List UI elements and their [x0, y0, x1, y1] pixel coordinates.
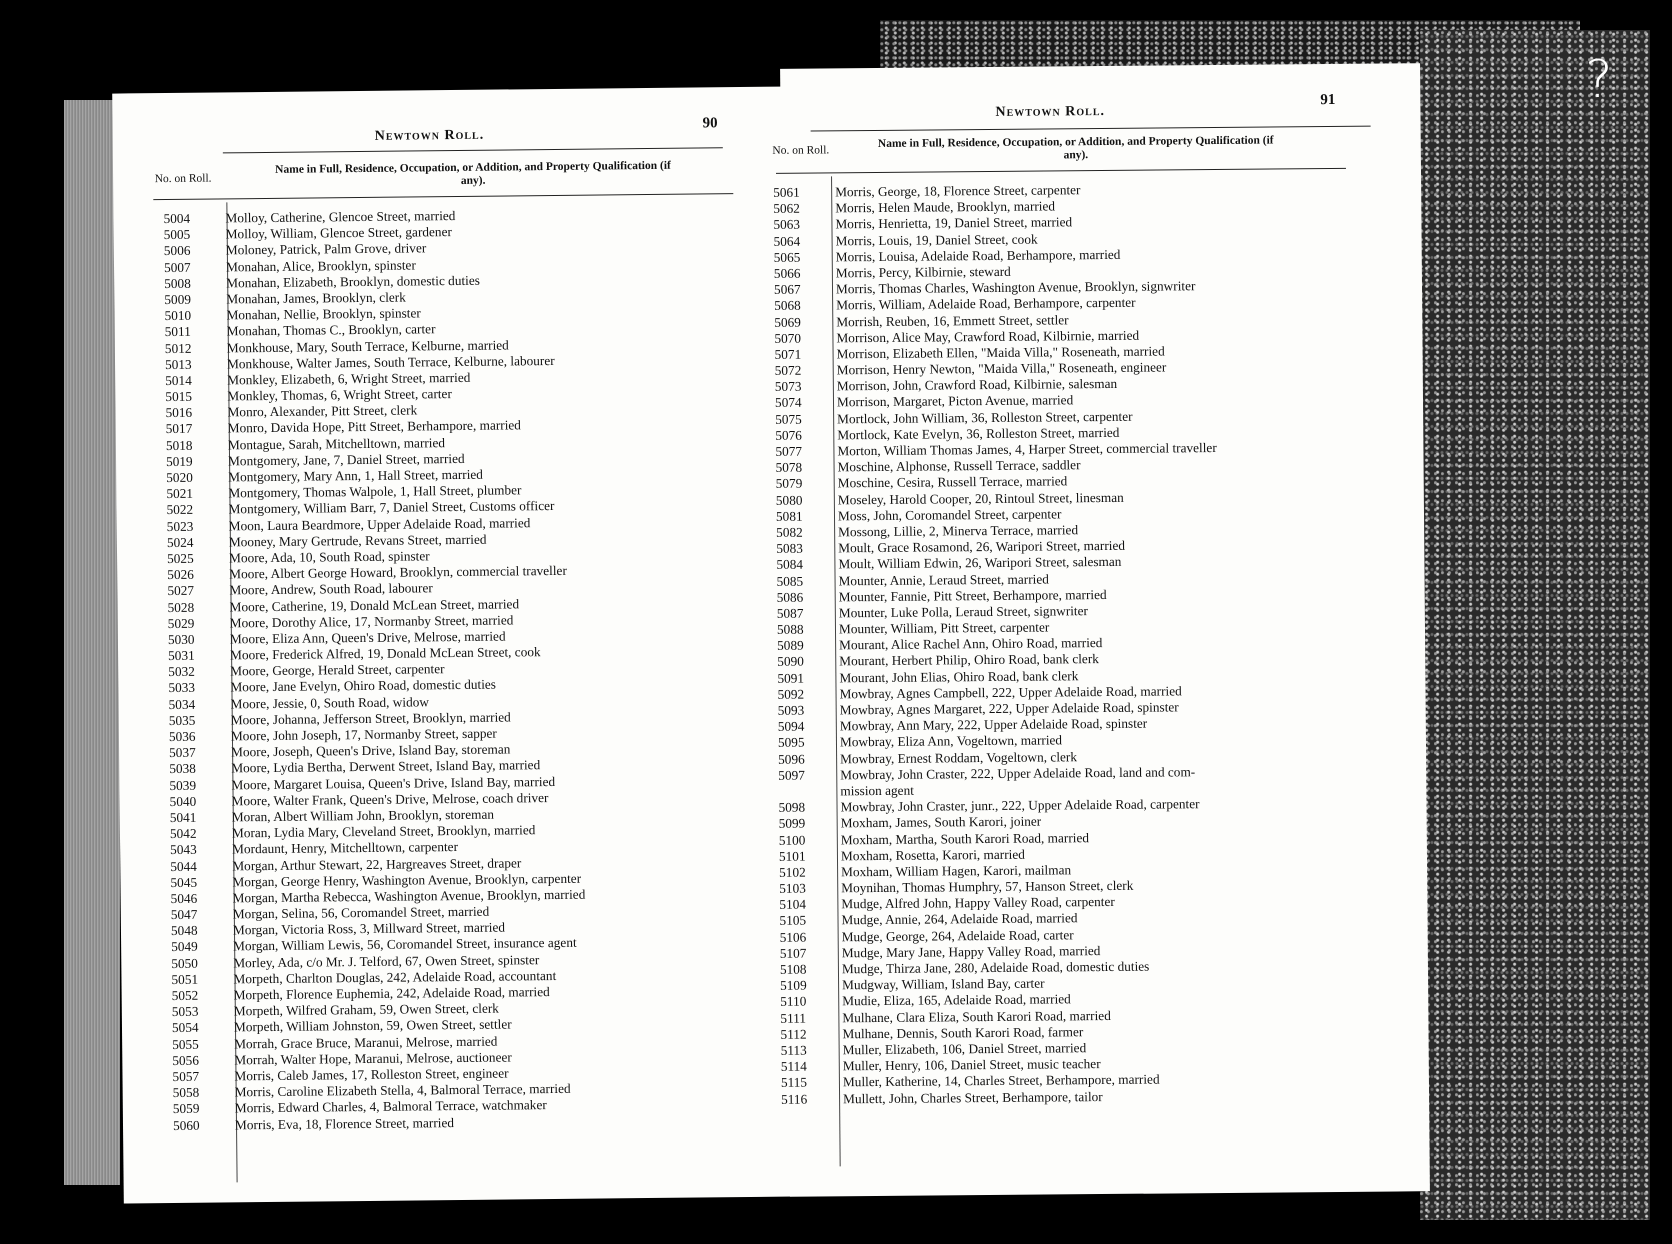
roll-number: 5032	[168, 664, 195, 680]
elector-details: Moore, Johanna, Jefferson Street, Brooklyn, married	[230, 709, 511, 728]
elector-details: Moon, Laura Beardmore, Upper Adelaide Road, married	[228, 514, 531, 533]
elector-details: Mudgway, William, Island Bay, carter	[842, 975, 1045, 993]
elector-details: Moore, Jessie, 0, South Road, widow	[230, 693, 430, 712]
elector-details: Morpeth, William Johnston, 59, Owen Street, settler	[233, 1016, 512, 1035]
roll-number: 5108	[779, 961, 807, 977]
roll-number: 5096	[778, 751, 805, 767]
elector-details: Monkhouse, Mary, South Terrace, Kelburne, married	[226, 336, 509, 355]
elector-details: Mudge, George, 264, Adelaide Road, carter	[841, 926, 1074, 944]
roll-number: 5089	[777, 637, 804, 654]
elector-details: Morpeth, Wilfred Graham, 59, Owen Street, clerk	[233, 1000, 499, 1019]
roll-number: 5027	[167, 583, 195, 599]
roll-number: 5075	[775, 411, 802, 427]
roll-number: 5067	[773, 281, 801, 298]
elector-details: Monahan, Elizabeth, Brooklyn, domestic duties	[226, 272, 480, 291]
roll-number: 5009	[164, 291, 192, 307]
roll-number: 5115	[780, 1074, 808, 1091]
elector-details: Mowbray, Ann Mary, 222, Upper Adelaide Road, spinster	[839, 715, 1148, 734]
elector-details: Moore, Jane Evelyn, Ohiro Road, domestic duties	[230, 677, 497, 695]
roll-number: 5007	[163, 259, 191, 275]
elector-details: Mortlock, John William, 36, Rolleston Street, carpenter	[837, 408, 1133, 426]
roll-number: 5008	[164, 275, 191, 291]
elector-details: Moore, Frederick Alfred, 19, Donald McLean Street, cook	[230, 644, 541, 663]
elector-details: Molloy, Catherine, Glencoe Street, married	[225, 208, 456, 226]
elector-details: Mounter, Luke Polla, Leraud Street, signwriter	[838, 603, 1088, 621]
elector-details: Monkley, Elizabeth, 6, Wright Street, married	[227, 369, 471, 388]
elector-details: Moore, Andrew, South Road, labourer	[229, 580, 433, 598]
roll-number: 5037	[169, 744, 196, 761]
elector-details: Morris, Louisa, Adelaide Road, Berhampore, married	[835, 246, 1121, 265]
left-col-name-header: Name in Full, Residence, Occupation, or Addition, and Property Qualification (if any).	[275, 159, 671, 187]
elector-details: Moore, Lydia Bertha, Derwent Street, Island Bay, married	[231, 757, 541, 776]
left-entries-list	[163, 205, 773, 1134]
roll-number: 5073	[774, 378, 802, 395]
elector-details: Morris, George, 18, Florence Street, carpenter	[835, 182, 1081, 200]
elector-details: Morley, Ada, c/o Mr. J. Telford, 67, Owen Street, spinster	[233, 951, 540, 970]
elector-details: Moore, George, Herald Street, carpenter	[230, 661, 445, 679]
right-entries-list	[773, 179, 1401, 1107]
roll-number: 5050	[171, 955, 198, 971]
elector-details: Moxham, Martha, South Karori Road, married	[840, 829, 1090, 847]
roll-number: 5020	[166, 469, 193, 486]
elector-details: Moore, Eliza Ann, Queen's Drive, Melrose, married	[229, 628, 506, 647]
roll-number: 5038	[169, 761, 196, 777]
roll-number: 5043	[170, 842, 197, 858]
elector-details: Morgan, Martha Rebecca, Washington Avenue, Brooklyn, married	[232, 886, 586, 906]
elector-details: Mounter, William, Pitt Street, carpenter	[838, 619, 1050, 637]
roll-number: 5026	[167, 566, 194, 583]
elector-details: Moloney, Patrick, Palm Grove, driver	[225, 240, 427, 258]
roll-number: 5112	[780, 1026, 807, 1042]
elector-details: Mounter, Fannie, Pitt Street, Berhampore, married	[838, 586, 1107, 605]
elector-details: Morrison, John, Crawford Road, Kilbirnie, salesman	[836, 376, 1118, 394]
elector-details: Moseley, Harold Cooper, 20, Rintoul Street, linesman	[837, 489, 1124, 507]
elector-details: Morgan, Selina, 56, Coromandel Street, married	[232, 903, 490, 922]
roll-number: 5021	[166, 485, 194, 502]
roll-number: 5105	[779, 913, 807, 929]
elector-details: Mowbray, Agnes Campbell, 222, Upper Adelaide Road, married	[839, 683, 1182, 702]
elector-details: Morrison, Margaret, Picton Avenue, married	[836, 392, 1074, 410]
roll-number: 5025	[166, 550, 194, 566]
elector-details: Morrish, Reuben, 16, Emmett Street, settler	[836, 311, 1069, 329]
roll-number: 5012	[164, 340, 192, 356]
roll-number: 5099	[778, 815, 806, 832]
roll-number: 5017	[165, 421, 193, 437]
roll-number: 5088	[776, 621, 804, 637]
elector-details: Morris, Percy, Kilbirnie, steward	[835, 263, 1011, 281]
roll-number: 5051	[171, 971, 199, 987]
roll-number: 5082	[776, 524, 803, 540]
elector-details: Mourant, Alice Rachel Ann, Ohiro Road, married	[839, 635, 1103, 653]
elector-details: Morris, Helen Maude, Brooklyn, married	[835, 198, 1056, 216]
roll-number: 5045	[170, 874, 198, 890]
elector-details: Mullett, John, Charles Street, Berhampore, tailor	[843, 1088, 1103, 1106]
roll-number: 5098	[778, 799, 806, 815]
roll-number: 5095	[777, 735, 805, 751]
roll-number: 5054	[171, 1020, 199, 1036]
roll-number: 5056	[172, 1052, 200, 1068]
roll-number: 5014	[165, 372, 192, 388]
elector-details: Molloy, William, Glencoe Street, gardener	[225, 224, 452, 242]
elector-details: Mudge, Alfred John, Happy Valley Road, carpenter	[841, 894, 1115, 912]
elector-details: Morrison, Henry Newton, "Maida Villa," Roseneath, engineer	[836, 359, 1167, 378]
roll-number: 5069	[774, 314, 801, 330]
elector-details: Morpeth, Charlton Douglas, 242, Adelaide Road, accountant	[233, 967, 557, 987]
roll-number: 5013	[164, 356, 192, 372]
roll-number: 5033	[168, 680, 196, 696]
elector-details: Morrah, Grace Bruce, Maranui, Melrose, married	[234, 1033, 498, 1051]
roll-number: 5087	[776, 605, 804, 621]
roll-number: 5063	[773, 217, 801, 233]
roll-number: 5028	[167, 599, 195, 615]
elector-details: Morgan, Arthur Stewart, 22, Hargreaves Street, draper	[232, 854, 522, 873]
elector-details: Morgan, Victoria Ross, 3, Millward Street, married	[232, 919, 506, 938]
left-running-head: Newtown Roll.	[374, 127, 485, 144]
roll-number: 5084	[776, 556, 804, 573]
elector-details: Morgan, William Lewis, 56, Coromandel Street, insurance agent	[233, 935, 577, 954]
roll-number: 5086	[776, 589, 804, 605]
elector-details: Moore, John Joseph, 17, Normanby Street, sapper	[230, 725, 497, 744]
roll-number: 5090	[777, 654, 804, 670]
roll-number: 5068	[774, 297, 801, 314]
elector-details: Morris, Eva, 18, Florence Street, married	[234, 1114, 455, 1132]
roll-number: 5010	[164, 307, 192, 324]
roll-number: 5083	[776, 540, 803, 556]
roll-number: 5047	[170, 906, 198, 923]
roll-number: 5030	[167, 631, 195, 647]
roll-number: 5097	[778, 767, 805, 783]
roll-number: 5081	[775, 508, 803, 524]
elector-details: Morris, Louis, 19, Daniel Street, cook	[835, 231, 1038, 248]
roll-number: 5103	[779, 880, 806, 896]
right-header-rule-top	[811, 126, 1371, 132]
right-page	[772, 63, 1430, 1197]
right-col-name-header: Name in Full, Residence, Occupation, or Addition, and Property Qualification (if any).	[877, 134, 1274, 162]
right-running-head: Newtown Roll.	[995, 103, 1106, 120]
roll-number: 5005	[163, 226, 191, 243]
roll-number	[778, 783, 840, 800]
roll-number: 5052	[171, 987, 199, 1004]
roll-number: 5102	[779, 864, 806, 880]
elector-details: Moran, Lydia Mary, Cleveland Street, Brooklyn, married	[231, 822, 536, 841]
elector-details: Morris, Thomas Charles, Washington Avenue, Brooklyn, signwriter	[835, 278, 1196, 297]
elector-details: Moore, Albert George Howard, Brooklyn, commercial traveller	[229, 562, 567, 582]
elector-details: Mudge, Thirza Jane, 280, Adelaide Road, domestic duties	[841, 958, 1150, 977]
elector-details: Mordaunt, Henry, Mitchelltown, carpenter	[232, 839, 459, 857]
scan-noise-right	[1420, 30, 1650, 1220]
roll-number: 5031	[168, 647, 195, 664]
roll-number: 5053	[171, 1003, 199, 1020]
roll-number: 5071	[774, 346, 802, 362]
elector-details: Moschine, Cesira, Russell Terrace, married	[837, 473, 1068, 491]
roll-number: 5016	[165, 405, 193, 421]
left-page-number: 90	[702, 115, 718, 132]
elector-details: mission agent	[840, 782, 914, 799]
elector-details: Moore, Walter Frank, Queen's Drive, Melrose, coach driver	[231, 789, 549, 809]
elector-details: Muller, Henry, 106, Daniel Street, music teacher	[842, 1056, 1101, 1074]
elector-details: Morrison, Elizabeth Ellen, "Maida Villa," Roseneath, married	[836, 343, 1165, 362]
roll-number: 5006	[163, 243, 191, 259]
roll-number: 5023	[166, 518, 194, 534]
elector-details: Mortlock, Kate Evelyn, 36, Rolleston Street, married	[837, 424, 1120, 443]
left-header-rule-top	[223, 147, 723, 153]
roll-number: 5004	[163, 210, 191, 227]
roll-number: 5035	[168, 712, 196, 728]
roll-number: 5042	[169, 825, 197, 842]
roll-number: 5092	[777, 686, 805, 702]
margin-question-mark: ?	[1585, 50, 1613, 110]
roll-number: 5041	[169, 809, 197, 825]
roll-number: 5062	[773, 200, 800, 217]
roll-number: 5101	[778, 848, 806, 864]
elector-details: Monahan, Thomas C., Brooklyn, carter	[226, 321, 436, 339]
elector-details: Mulhane, Dennis, South Karori Road, farmer	[842, 1023, 1084, 1042]
elector-details: Mudge, Annie, 264, Adelaide Road, married	[841, 910, 1078, 928]
roll-number: 5065	[773, 249, 801, 265]
roll-number: 5074	[774, 395, 802, 411]
roll-number: 5049	[171, 939, 198, 955]
right-col-no-header: No. on Roll.	[772, 144, 830, 157]
elector-details: Morris, Caroline Elizabeth Stella, 4, Balmoral Terrace, married	[234, 1080, 571, 1100]
elector-details: Monro, Alexander, Pitt Street, clerk	[227, 402, 418, 420]
elector-details: Muller, Katherine, 14, Charles Street, Berhampore, married	[842, 1071, 1160, 1090]
roll-number: 5076	[775, 427, 802, 443]
elector-details: Moore, Margaret Louisa, Queen's Drive, Island Bay, married	[231, 773, 556, 792]
roll-number: 5029	[167, 615, 195, 631]
elector-details: Mourant, John Elias, Ohiro Road, bank clerk	[839, 667, 1079, 685]
roll-number: 5046	[170, 890, 198, 906]
left-page	[112, 86, 804, 1203]
roll-number: 5100	[778, 832, 806, 848]
elector-details: Monkley, Thomas, 6, Wright Street, carter	[227, 386, 452, 404]
roll-number: 5113	[780, 1042, 807, 1058]
roll-number: 5114	[780, 1058, 807, 1074]
roll-number: 5093	[777, 702, 805, 718]
roll-number: 5077	[775, 443, 803, 459]
roll-number: 5015	[165, 388, 193, 405]
roll-number: 5066	[773, 265, 801, 281]
elector-details: Monro, Davida Hope, Pitt Street, Berhampore, married	[227, 417, 521, 436]
roll-number: 5040	[169, 793, 197, 809]
roll-number: 5079	[775, 476, 803, 492]
roll-number: 5110	[780, 993, 807, 1010]
roll-number: 5039	[169, 777, 197, 793]
elector-details: Morton, William Thomas James, 4, Harper Street, commercial traveller	[837, 440, 1217, 459]
roll-number: 5057	[172, 1068, 200, 1084]
roll-number: 5059	[172, 1101, 200, 1117]
elector-details: Mooney, Mary Gertrude, Revans Street, married	[228, 531, 487, 550]
roll-number: 5078	[775, 459, 803, 476]
elector-details: Morris, Edward Charles, 4, Balmoral Terrace, watchmaker	[234, 1097, 547, 1116]
elector-details: Moult, Grace Rosamond, 26, Waripori Street, married	[838, 537, 1126, 556]
roll-number: 5111	[780, 1010, 807, 1026]
left-col-no-header: No. on Roll.	[154, 172, 212, 186]
elector-details: Moynihan, Thomas Humphry, 57, Hanson Street, clerk	[841, 877, 1134, 896]
elector-details: Moore, Joseph, Queen's Drive, Island Bay, storeman	[231, 741, 511, 760]
elector-details: Moore, Dorothy Alice, 17, Normanby Street, married	[229, 612, 514, 631]
elector-details: Montgomery, Jane, 7, Daniel Street, married	[227, 450, 465, 469]
roll-number: 5080	[775, 492, 803, 508]
roll-number: 5104	[779, 896, 807, 913]
roll-number: 5085	[776, 573, 804, 589]
elector-details: Mowbray, Agnes Margaret, 222, Upper Adelaide Road, spinster	[839, 699, 1179, 718]
elector-details: Moxham, Rosetta, Karori, married	[840, 846, 1025, 863]
elector-details: Morpeth, Florence Euphemia, 242, Adelaide Road, married	[233, 984, 550, 1003]
elector-details: Morrison, Alice May, Crawford Road, Kilbirnie, married	[836, 327, 1140, 346]
elector-details: Monahan, James, Brooklyn, clerk	[226, 289, 406, 307]
elector-details: Muller, Elizabeth, 106, Daniel Street, married	[842, 1040, 1087, 1058]
elector-details: Mulhane, Clara Eliza, South Karori Road, married	[842, 1007, 1111, 1025]
elector-details: Morris, Caleb James, 17, Rolleston Street, engineer	[234, 1065, 509, 1084]
elector-details: Mowbray, John Craster, junr., 222, Upper Adelaide Road, carpenter	[840, 796, 1200, 815]
elector-details: Moore, Ada, 10, South Road, spinster	[228, 548, 430, 566]
roll-number: 5061	[773, 184, 800, 200]
roll-number: 5106	[779, 929, 807, 945]
roll-number: 5018	[165, 437, 193, 453]
roll-number: 5060	[172, 1117, 200, 1133]
roll-number: 5019	[165, 453, 193, 469]
elector-details: Montgomery, Mary Ann, 1, Hall Street, married	[228, 466, 483, 485]
elector-details: Montgomery, William Barr, 7, Daniel Street, Customs officer	[228, 498, 555, 517]
elector-details: Monahan, Alice, Brooklyn, spinster	[225, 256, 416, 274]
roll-number: 5109	[780, 977, 807, 994]
elector-details: Mounter, Annie, Leraud Street, married	[838, 570, 1049, 588]
roll-number: 5034	[168, 696, 196, 712]
roll-number: 5055	[172, 1036, 199, 1052]
roll-number: 5107	[779, 945, 807, 961]
elector-details: Mowbray, Ernest Roddam, Vogeltown, clerk	[840, 748, 1078, 766]
roll-number: 5048	[170, 922, 198, 939]
elector-details: Morris, William, Adelaide Road, Berhampore, carpenter	[836, 295, 1136, 313]
roll-number: 5070	[774, 330, 802, 346]
elector-details: Mowbray, John Craster, 222, Upper Adelaide Road, land and com-	[840, 763, 1196, 783]
elector-details: Moxham, William Hagen, Karori, mailman	[841, 862, 1072, 880]
roll-number: 5011	[164, 324, 191, 340]
elector-details: Mowbray, Eliza Ann, Vogeltown, married	[839, 732, 1063, 750]
roll-number: 5044	[170, 858, 197, 874]
elector-details: Mossong, Lillie, 2, Minerva Terrace, married	[838, 522, 1079, 540]
roll-number: 5091	[777, 670, 805, 686]
roll-number: 5024	[166, 534, 194, 550]
elector-details: Morris, Henrietta, 19, Daniel Street, married	[835, 214, 1073, 232]
elector-details: Monkhouse, Walter James, South Terrace, Kelburne, labourer	[226, 352, 555, 372]
elector-details: Moss, John, Coromandel Street, carpenter	[837, 506, 1062, 524]
elector-details: Moschine, Alphonse, Russell Terrace, saddler	[837, 457, 1081, 475]
elector-details: Monahan, Nellie, Brooklyn, spinster	[226, 305, 421, 323]
elector-details: Moxham, James, South Karori, joiner	[840, 813, 1042, 831]
roll-number: 5058	[172, 1084, 200, 1101]
book-edge-left	[64, 100, 120, 1185]
roll-number: 5022	[166, 502, 194, 518]
elector-details: Moult, William Edwin, 26, Waripori Street, salesman	[838, 554, 1122, 572]
elector-details: Morrah, Walter Hope, Maranui, Melrose, auctioneer	[234, 1049, 512, 1068]
left-header-rule-bottom	[153, 193, 733, 200]
roll-number: 5064	[773, 233, 801, 249]
roll-number: 5094	[777, 718, 805, 735]
elector-details: Moran, Albert William John, Brooklyn, storeman	[231, 806, 495, 825]
right-header-rule-bottom	[776, 168, 1346, 174]
right-page-number: 91	[1320, 91, 1336, 109]
elector-details: Mudie, Eliza, 165, Adelaide Road, married	[842, 991, 1071, 1009]
elector-details: Montague, Sarah, Mitchelltown, married	[227, 434, 446, 453]
roll-number: 5072	[774, 362, 802, 378]
elector-details: Mudge, Mary Jane, Happy Valley Road, married	[841, 942, 1101, 961]
elector-details: Moore, Catherine, 19, Donald McLean Street, married	[229, 595, 520, 614]
roll-number: 5036	[168, 728, 196, 745]
elector-details: Morgan, George Henry, Washington Avenue, Brooklyn, carpenter	[232, 870, 582, 890]
elector-details: Montgomery, Thomas Walpole, 1, Hall Street, plumber	[228, 482, 522, 501]
elector-details: Mourant, Herbert Philip, Ohiro Road, bank clerk	[839, 651, 1099, 669]
roll-number: 5116	[781, 1091, 808, 1107]
